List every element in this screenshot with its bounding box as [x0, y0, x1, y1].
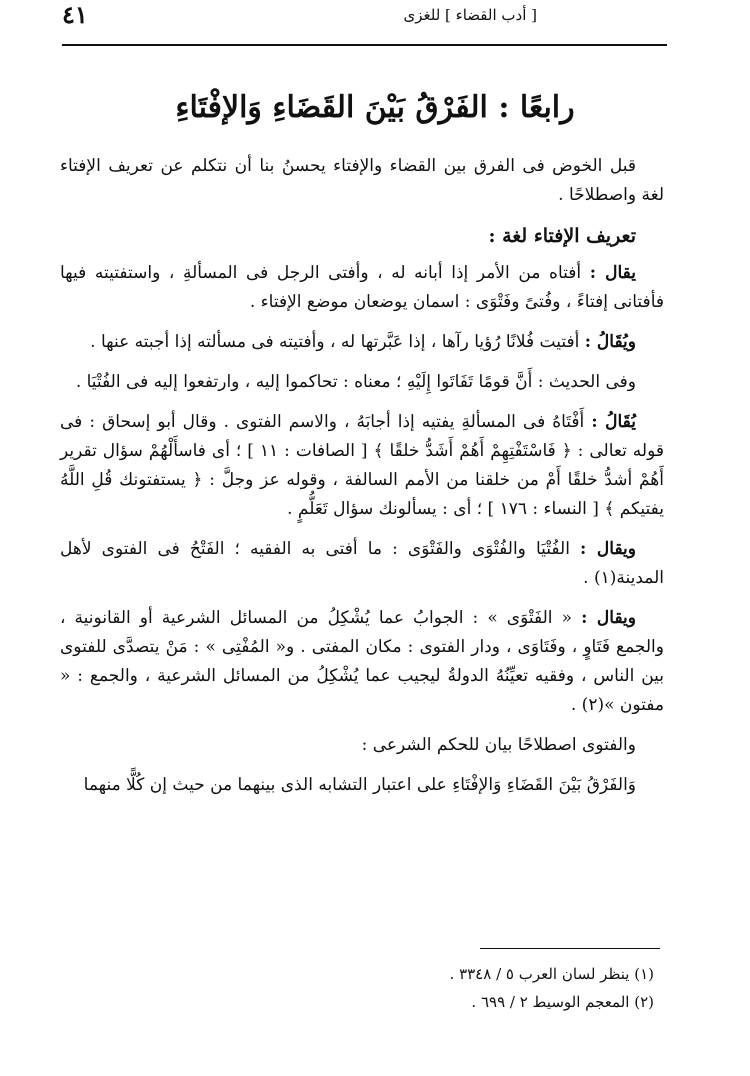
paragraph-lead: ويقال :: [581, 608, 636, 628]
running-title: [ أدب القضاء ] للغزى: [403, 6, 537, 24]
paragraph-7: [60, 731, 664, 760]
section-title: رابعًا : الفَرْقُ بَيْنَ القَضَاءِ وَالإفْتَاءِ: [175, 90, 575, 125]
footnote-divider: [480, 948, 660, 949]
page-number: ٤١: [62, 0, 88, 29]
paragraph-6: [60, 604, 664, 720]
footnote-1: (١) ينظر لسان العرب ٥ / ٣٣٤٨ .: [449, 965, 654, 983]
paragraph-8: [60, 771, 664, 800]
paragraph-lead: ويُقَالُ :: [584, 332, 636, 352]
paragraph-1: [60, 259, 664, 317]
paragraph-lead: ويقال :: [580, 539, 636, 559]
paragraph-text: أفتيت فُلانًا رُؤيا رآها ، إذا عَبَّرتها له ، وأفتيته فى مسألته إذا أجبته عنها .: [90, 332, 580, 352]
page-header: [62, 0, 667, 46]
paragraph-5: [60, 535, 664, 593]
paragraph-text: وَالفَرْقُ بَيْنَ القَضَاءِ وَالإفْتَاءِ على اعتبار التشابه الذى بينهما من حيث إن كُلًّا منهما: [83, 775, 636, 795]
paragraph-4: [60, 408, 664, 524]
paragraph-lead: يُقَالُ :: [591, 412, 636, 432]
paragraph-text: « الفَتْوَى » : الجوابُ عما يُشْكِلُ من المسائل الشرعية أو القانونية ، والجمع فَتَاوٍ ، وفَتَاوَى ، ودار الفتوى : مكان المفتى . و« المُفْتِى » : مَنْ يتصدَّى للفتوى بين الناس ، وفقيه تعيِّنُهُ الدولةُ ليجيب عما يُشْكِلُ من المسائل الشرعية ، والجمع : « مفتون »(٢) .: [60, 608, 664, 715]
subheading: تعريف الإفتاء لغة :: [488, 225, 636, 247]
paragraph-2: [60, 328, 664, 357]
paragraph-text: والفتوى اصطلاحًا بيان للحكم الشرعى :: [361, 735, 636, 755]
paragraph-text: الفُتْيَا والفُتْوَى والفَتْوَى : ما أفتى به الفقيه ؛ الفَتْحُ فى الفتوى لأهل المدينة(١) .: [60, 539, 664, 588]
paragraph-text: وفى الحديث : أَنَّ قومًا تَفَاتَوا إِلَيْهِ ؛ معناه : تحاكموا إليه ، وارتفعوا إليه فى الفُتْيَا .: [75, 372, 636, 392]
body-text: [60, 152, 664, 811]
paragraph-text: أفتاه من الأمر إذا أبانه له ، وأفتى الرجل فى المسألةِ ، واستفتيته فيها فأفتانى إفتاءً ، وفُتىً وفَتْوَى : اسمان يوضعان موضع الإفتاء .: [60, 263, 664, 312]
footnotes: [60, 960, 664, 1016]
paragraph-3: [60, 368, 664, 397]
paragraph-lead: يقال :: [589, 263, 637, 283]
intro-paragraph: قبل الخوض فى الفرق بين القضاء والإفتاء يحسنُ بنا أن نتكلم عن تعريف الإفتاء لغة واصطلاحًا .: [60, 156, 664, 205]
paragraph-text: أَفْتَاهُ فى المسألةِ يفتيه إذا أجابَهُ ، والاسم الفتوى . وقال أبو إسحاق : فى قوله تعالى : ﴿ فَاسْتَفْتِهِمْ أَهُمْ أَشَدُّ خلقًا ﴾ [ الصافات : ١١ ] ؛ أى فاسأَلْهُمْ سؤال تقرير أَهُمْ أشدُّ خلقًا أَمْ من خلقنا من الأمم السالفة ، وقوله عز وجلَّ : ﴿ يستفتونك قُلِ اللَّهُ يفتيكم ﴾ [ النساء : ١٧٦ ] ؛ أى : يسألونك سؤال تَعَلُّمٍ .: [60, 412, 664, 519]
footnote-2: (٢) المعجم الوسيط ٢ / ٦٩٩ .: [471, 993, 654, 1011]
